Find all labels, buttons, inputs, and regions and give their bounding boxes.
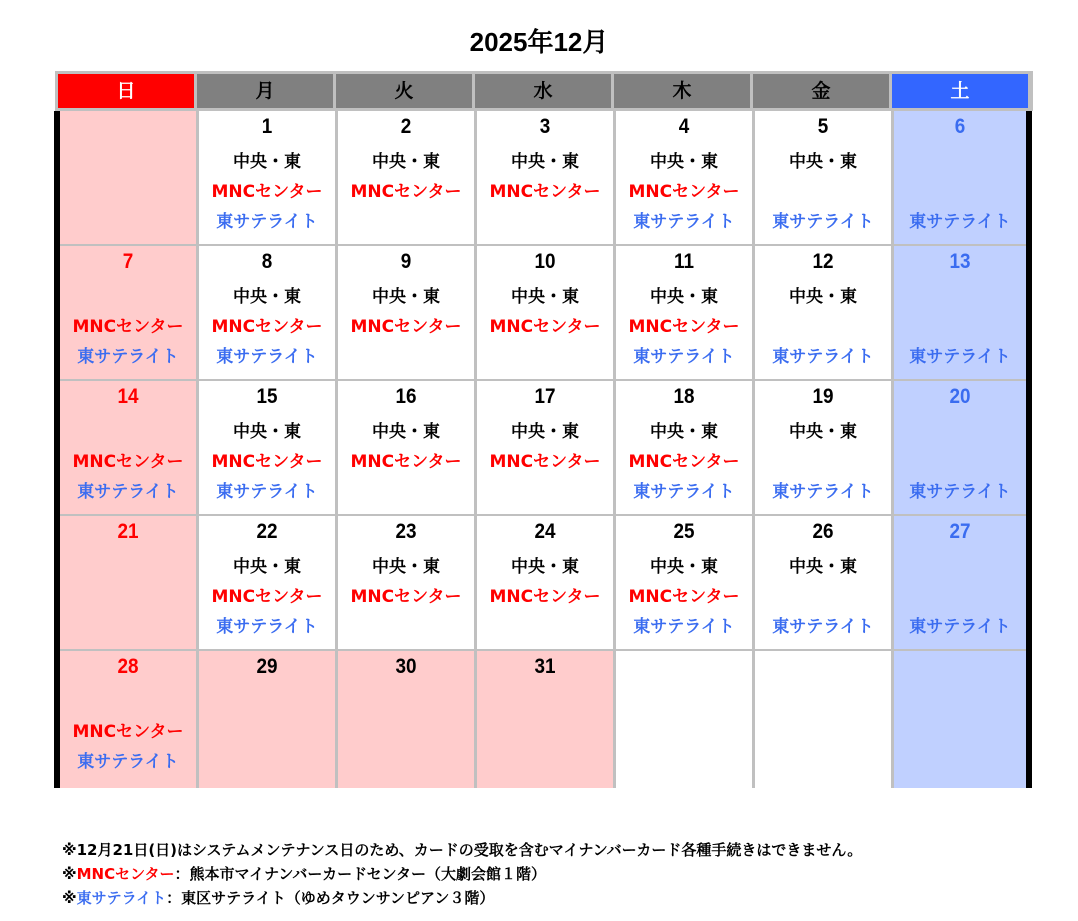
location-chuo-higashi: 中央・東: [789, 557, 857, 577]
day-cell: [60, 111, 199, 244]
note-mnc-label: MNCセンター: [76, 865, 175, 883]
day-number: 17: [534, 385, 556, 408]
location-mnc-center: MNCセンター: [628, 452, 740, 472]
day-cell: [755, 246, 894, 379]
location-chuo-higashi: 中央・東: [789, 422, 857, 442]
day-cell: [338, 246, 477, 379]
day-number: 9: [400, 250, 412, 273]
weekday-header-2: 火: [336, 74, 472, 108]
note-satellite-desc: ：東区サテライト（ゆめタウンサンピアン３階）: [166, 889, 495, 907]
day-number: 31: [534, 655, 556, 678]
location-east-satellite: 東サテライト: [216, 212, 318, 232]
location-chuo-higashi: 中央・東: [233, 422, 301, 442]
day-cell: [616, 111, 755, 244]
location-chuo-higashi: 中央・東: [372, 422, 440, 442]
day-cell: [894, 381, 1026, 514]
location-chuo-higashi: 中央・東: [372, 287, 440, 307]
day-cell: [199, 516, 338, 649]
day-cell: [755, 111, 894, 244]
day-number: 29: [256, 655, 278, 678]
note-mnc-desc: ：熊本市マイナンバーカードセンター（大劇会館１階）: [174, 865, 547, 883]
day-cell: [60, 651, 199, 788]
day-cell: [477, 111, 616, 244]
location-mnc-center: MNCセンター: [72, 317, 184, 337]
day-cell: [755, 381, 894, 514]
location-mnc-center: MNCセンター: [350, 182, 462, 202]
location-east-satellite: 東サテライト: [77, 752, 179, 772]
week-row: [60, 651, 1026, 788]
weekday-header-6: 土: [892, 74, 1028, 108]
location-east-satellite: 東サテライト: [909, 617, 1011, 637]
day-number: 13: [949, 250, 971, 273]
day-cell: [199, 381, 338, 514]
day-cell: [338, 111, 477, 244]
calendar-body: [54, 111, 1032, 788]
location-east-satellite: 東サテライト: [772, 347, 874, 367]
location-mnc-center: MNCセンター: [628, 587, 740, 607]
calendar: [55, 71, 1033, 788]
day-number: 22: [256, 520, 278, 543]
day-cell: [60, 516, 199, 649]
day-cell: [894, 651, 1026, 788]
location-chuo-higashi: 中央・東: [789, 152, 857, 172]
note-mnc: ※MNCセンター：熊本市マイナンバーカードセンター（大劇会館１階）: [62, 865, 547, 883]
location-east-satellite: 東サテライト: [633, 482, 735, 502]
location-chuo-higashi: 中央・東: [511, 422, 579, 442]
location-chuo-higashi: 中央・東: [650, 557, 718, 577]
note-maintenance: ※12月21日(日)はシステムメンテナンス日のため、カードの受取を含むマイナンバーカード各種手続きはできません。: [62, 841, 863, 859]
weekday-header-3: 水: [475, 74, 611, 108]
day-number: 18: [673, 385, 695, 408]
day-number: 19: [812, 385, 834, 408]
location-chuo-higashi: 中央・東: [650, 152, 718, 172]
day-number: 6: [954, 115, 966, 138]
week-row: [60, 381, 1026, 516]
day-cell: [894, 246, 1026, 379]
day-cell: [894, 111, 1026, 244]
location-mnc-center: MNCセンター: [72, 722, 184, 742]
day-cell: [616, 246, 755, 379]
location-east-satellite: 東サテライト: [909, 347, 1011, 367]
location-east-satellite: 東サテライト: [77, 347, 179, 367]
location-chuo-higashi: 中央・東: [372, 557, 440, 577]
day-number: 7: [122, 250, 134, 273]
location-chuo-higashi: 中央・東: [233, 557, 301, 577]
day-number: 12: [812, 250, 834, 273]
day-cell: [338, 381, 477, 514]
day-number: 10: [534, 250, 556, 273]
location-mnc-center: MNCセンター: [211, 317, 323, 337]
location-mnc-center: MNCセンター: [489, 452, 601, 472]
location-chuo-higashi: 中央・東: [511, 557, 579, 577]
day-number: 26: [812, 520, 834, 543]
location-chuo-higashi: 中央・東: [511, 287, 579, 307]
location-east-satellite: 東サテライト: [909, 482, 1011, 502]
calendar-title: 2025年12月: [469, 27, 609, 57]
day-number: 23: [395, 520, 417, 543]
location-east-satellite: 東サテライト: [772, 617, 874, 637]
location-chuo-higashi: 中央・東: [789, 287, 857, 307]
day-cell: [616, 516, 755, 649]
location-chuo-higashi: 中央・東: [650, 422, 718, 442]
day-number: 2: [400, 115, 412, 138]
location-mnc-center: MNCセンター: [489, 587, 601, 607]
day-cell: [755, 651, 894, 788]
day-cell: [477, 381, 616, 514]
location-chuo-higashi: 中央・東: [650, 287, 718, 307]
day-number: 3: [539, 115, 551, 138]
day-cell: [477, 246, 616, 379]
week-row: [60, 246, 1026, 381]
day-cell: [199, 246, 338, 379]
location-east-satellite: 東サテライト: [633, 347, 735, 367]
day-number: 5: [817, 115, 829, 138]
day-cell: [477, 651, 616, 788]
location-mnc-center: MNCセンター: [211, 182, 323, 202]
weekday-header-1: 月: [197, 74, 333, 108]
day-number: 8: [261, 250, 273, 273]
day-cell: [338, 651, 477, 788]
day-cell: [616, 651, 755, 788]
week-row: [60, 111, 1026, 246]
location-mnc-center: MNCセンター: [350, 587, 462, 607]
location-east-satellite: 東サテライト: [216, 617, 318, 637]
location-east-satellite: 東サテライト: [633, 617, 735, 637]
notes: [62, 838, 862, 910]
day-number: 15: [256, 385, 278, 408]
day-cell: [60, 246, 199, 379]
weekday-header-4: 木: [614, 74, 750, 108]
location-mnc-center: MNCセンター: [211, 587, 323, 607]
day-number: 14: [117, 385, 139, 408]
day-number: 1: [261, 115, 273, 138]
weekday-header-0: 日: [58, 74, 194, 108]
location-east-satellite: 東サテライト: [216, 482, 318, 502]
location-chuo-higashi: 中央・東: [233, 287, 301, 307]
location-east-satellite: 東サテライト: [772, 482, 874, 502]
day-number: 24: [534, 520, 556, 543]
day-cell: [616, 381, 755, 514]
week-row: [60, 516, 1026, 651]
location-mnc-center: MNCセンター: [211, 452, 323, 472]
note-satellite-label: 東サテライト: [76, 889, 167, 907]
location-mnc-center: MNCセンター: [628, 182, 740, 202]
day-number: 25: [673, 520, 695, 543]
day-cell: [755, 516, 894, 649]
day-cell: [338, 516, 477, 649]
day-number: 28: [117, 655, 139, 678]
location-chuo-higashi: 中央・東: [233, 152, 301, 172]
location-east-satellite: 東サテライト: [633, 212, 735, 232]
day-number: 20: [949, 385, 971, 408]
day-cell: [60, 381, 199, 514]
location-mnc-center: MNCセンター: [628, 317, 740, 337]
day-cell: [199, 111, 338, 244]
location-east-satellite: 東サテライト: [909, 212, 1011, 232]
location-mnc-center: MNCセンター: [489, 317, 601, 337]
day-number: 11: [674, 250, 694, 273]
day-number: 4: [678, 115, 690, 138]
day-number: 16: [395, 385, 417, 408]
location-mnc-center: MNCセンター: [72, 452, 184, 472]
note-satellite: ※東サテライト：東区サテライト（ゆめタウンサンピアン３階）: [62, 889, 495, 907]
day-cell: [894, 516, 1026, 649]
location-chuo-higashi: 中央・東: [511, 152, 579, 172]
day-cell: [199, 651, 338, 788]
day-number: 27: [949, 520, 971, 543]
weekday-header-row: [55, 71, 1033, 111]
weekday-header-5: 金: [753, 74, 889, 108]
location-mnc-center: MNCセンター: [350, 317, 462, 337]
location-chuo-higashi: 中央・東: [372, 152, 440, 172]
day-cell: [477, 516, 616, 649]
location-east-satellite: 東サテライト: [772, 212, 874, 232]
location-east-satellite: 東サテライト: [216, 347, 318, 367]
location-east-satellite: 東サテライト: [77, 482, 179, 502]
location-mnc-center: MNCセンター: [489, 182, 601, 202]
day-number: 21: [117, 520, 139, 543]
location-mnc-center: MNCセンター: [350, 452, 462, 472]
day-number: 30: [395, 655, 417, 678]
